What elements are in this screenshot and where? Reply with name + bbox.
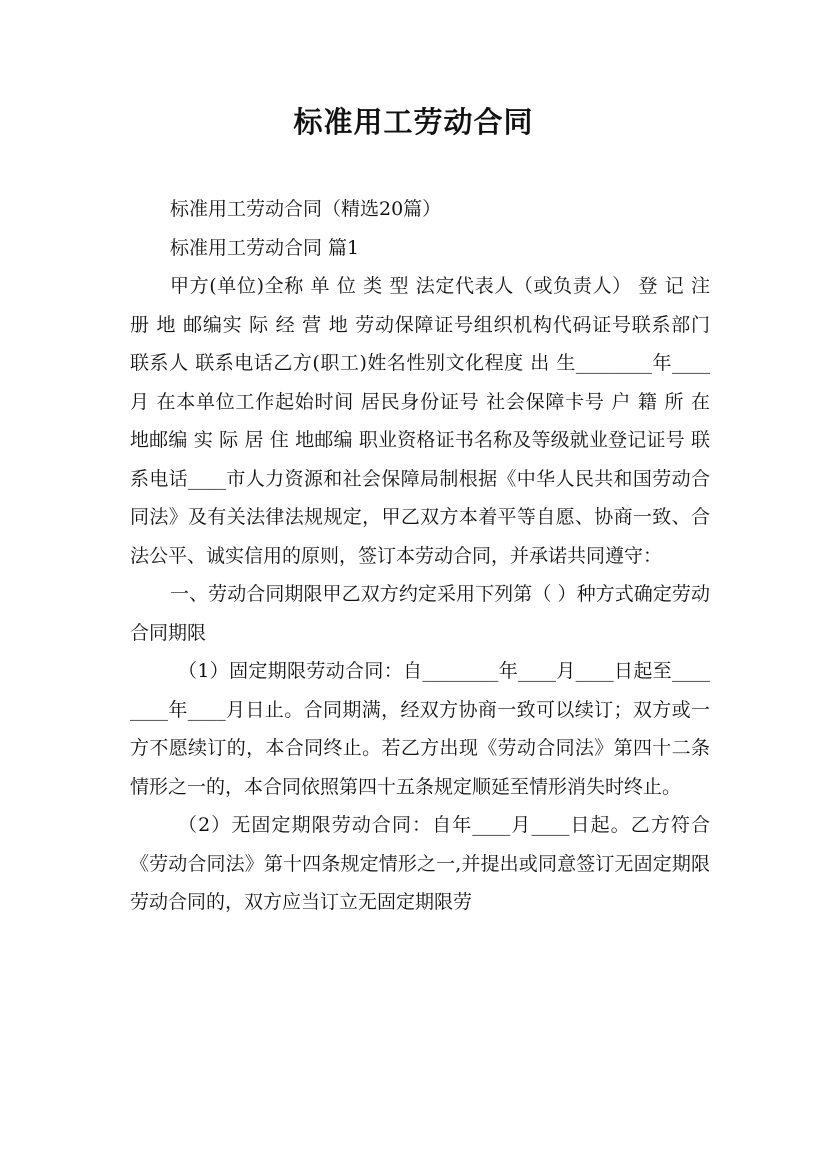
section-heading: 标准用工劳动合同 篇1 xyxy=(170,236,360,259)
contract-term-clause: 一、劳动合同期限甲乙双方约定采用下列第（ ）种方式确定劳动合同期限 xyxy=(130,583,710,644)
document-body xyxy=(130,190,710,922)
document-title: 标准用工劳动合同 xyxy=(293,105,534,139)
fixed-term-clause: （1）固定期限劳动合同：自________年____月____日起至________年____月日止。合同期满，经双方协商一致可以续订；双方或一方不愿续订的，本合同终止。若乙方出现《劳动合同法》第四十二条情形之一的，本合同依照第四十五条规定顺延至情形消失时终止。 xyxy=(130,660,710,798)
open-ended-clause: （2）无固定期限劳动合同：自年____月____日起。乙方符合《劳动合同法》第十四条规定情形之一,并提出或同意签订无固定期限劳动合同的，双方应当订立无固定期限劳 xyxy=(130,814,710,913)
subtitle-line: 标准用工劳动合同（精选20篇） xyxy=(170,198,442,220)
party-info-paragraph: 甲方(单位)全称 单 位 类 型 法定代表人（或负责人） 登 记 注 册 地 邮编实 际 经 营 地 劳动保障证号组织机构代码证号联系部门 联系人 联系电话乙方(职工)姓名性别文化程度 出 生________年____月 在本单位工作起始时间 居民身份证号 社会保障卡号 户 籍 所 在 地邮编 实 际 居 住 地邮编 职业资格证书名称及等级就业登记证号 联系电话____市人力资源和社会保障局制根据《中华人民共和国劳动合同法》及有关法律法规规定，甲乙双方本着平等自愿、协商一致、合法公平、诚实信用的原则，签订本劳动合同，并承诺共同遵守： xyxy=(130,275,710,567)
